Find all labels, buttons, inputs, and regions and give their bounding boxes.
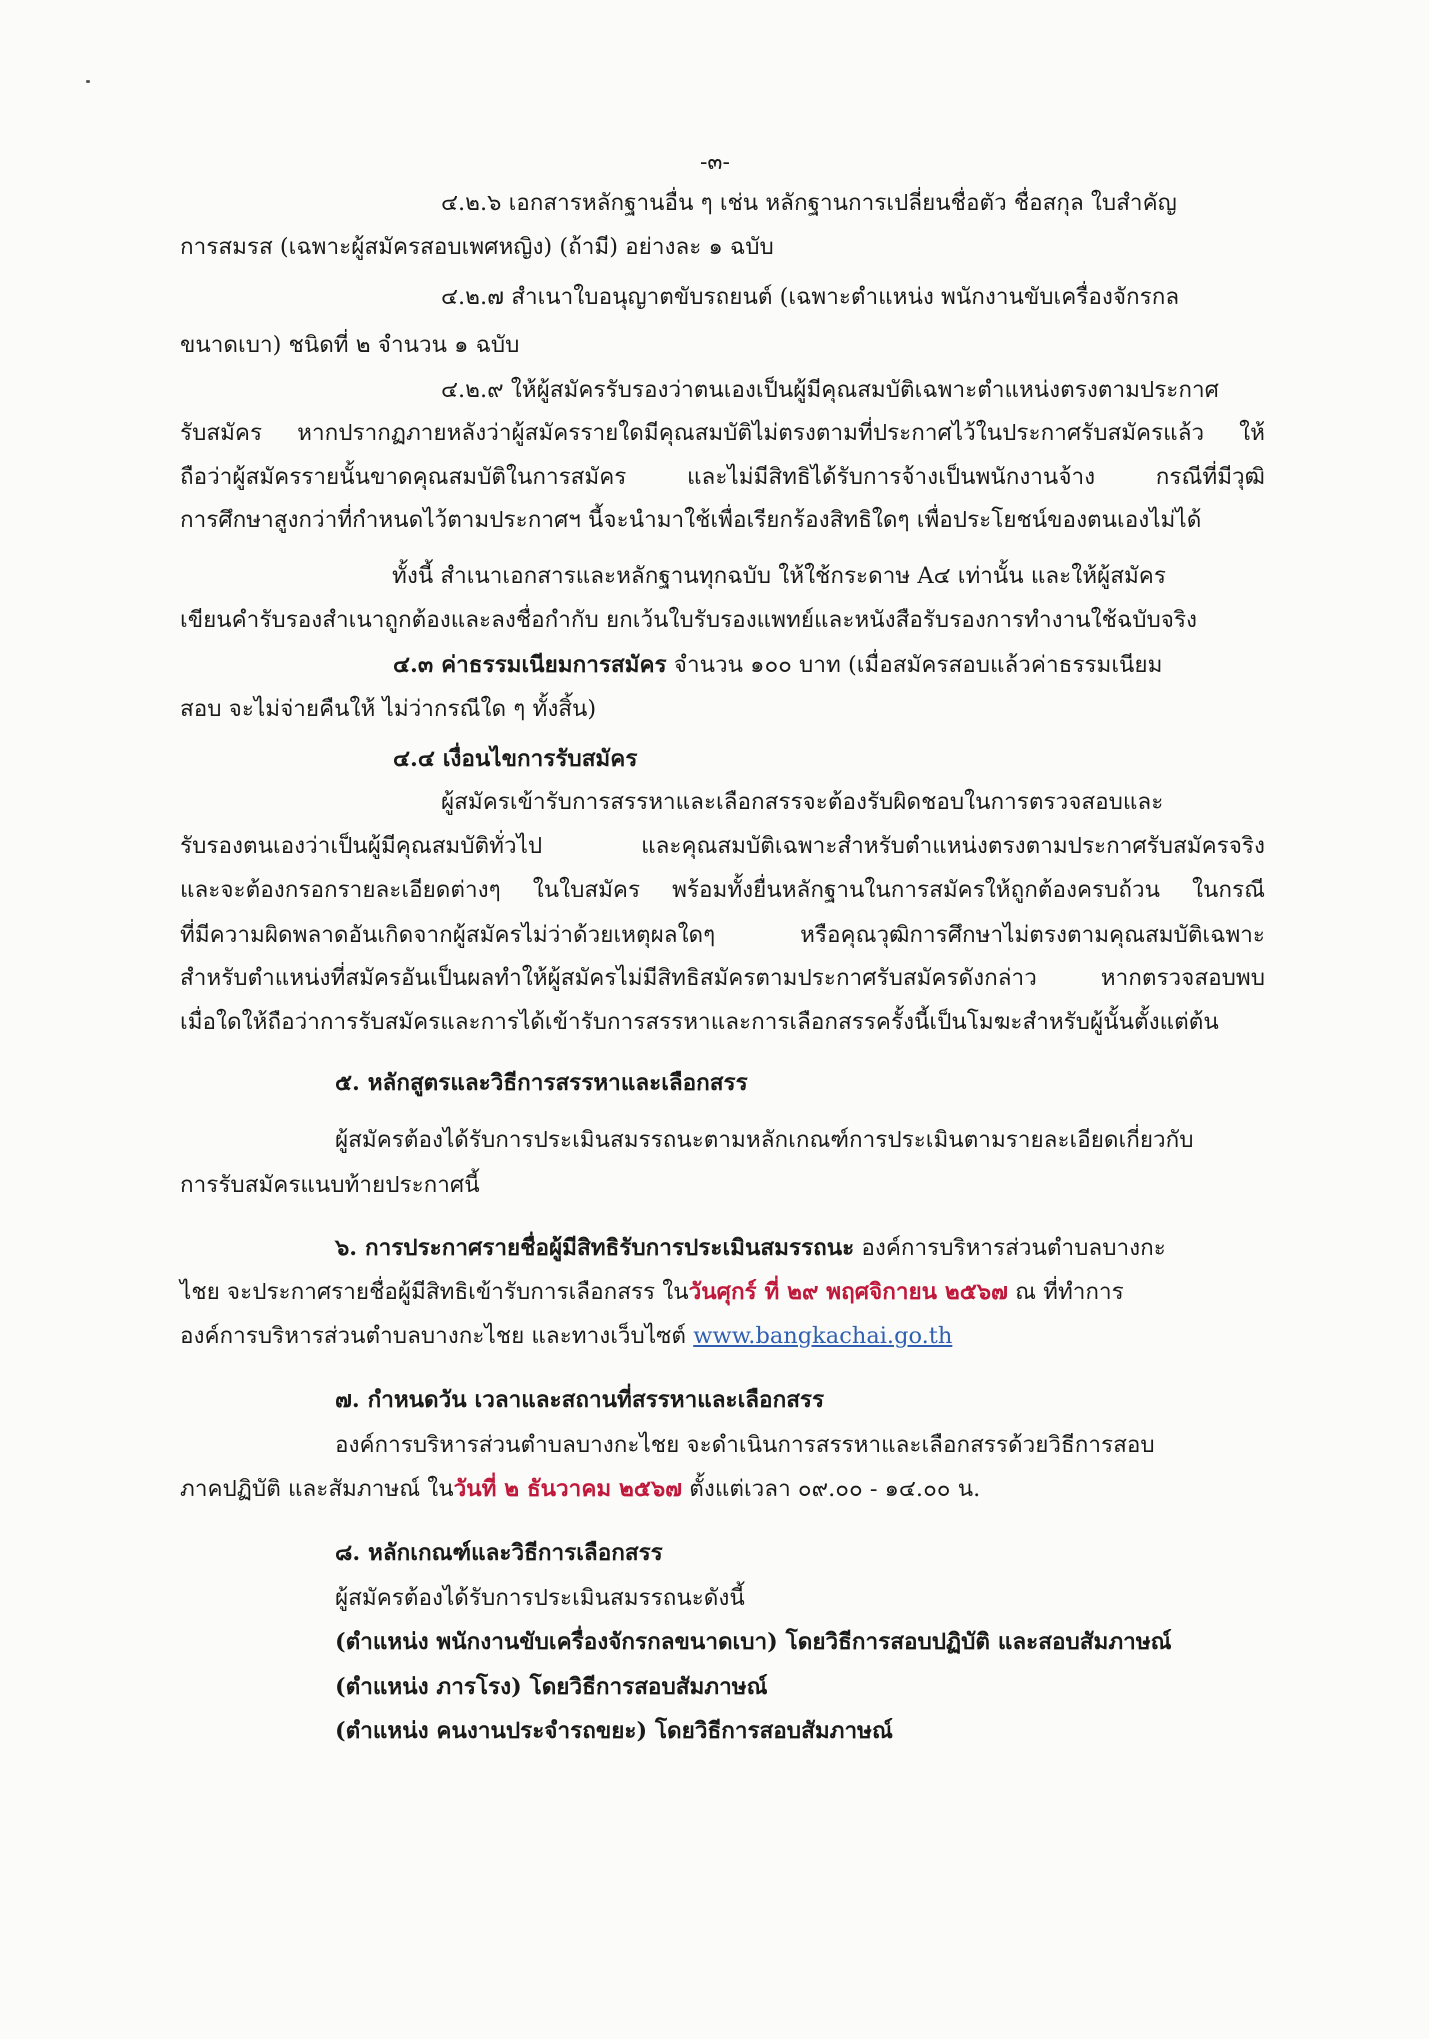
section-5-line-2: การรับสมัครแนบท้ายประกาศนี้: [180, 1172, 480, 1198]
section-8-heading: ๘. หลักเกณฑ์และวิธีการเลือกสรร: [335, 1540, 663, 1566]
section-8-line-1: ผู้สมัครต้องได้รับการประเมินสมรรถนะดังนี้: [335, 1585, 745, 1611]
announcement-date: วันศุกร์ ที่ ๒๙ พฤศจิกายน ๒๕๖๗: [688, 1279, 1008, 1305]
section-6-line-2: [180, 1277, 1124, 1307]
section-6-line-3: [180, 1321, 952, 1351]
page-number: -๓-: [700, 150, 730, 175]
section-6-line-1: [335, 1233, 1166, 1263]
section-7-line-1: องค์การบริหารส่วนตำบลบางกะไชย จะดำเนินการสรรหาและเลือกสรรด้วยวิธีการสอบ: [335, 1432, 1155, 1458]
item-4-2-7-line-1: ๔.๒.๗ สำเนาใบอนุญาตขับรถยนต์ (เฉพาะตำแหน่ง พนักงานขับเครื่องจักรกล: [441, 284, 1180, 310]
section-6-line-2-text: ไชย จะประกาศรายชื่อผู้มีสิทธิเข้ารับการเลือกสรร ใน: [180, 1279, 689, 1305]
item-4-4-heading: ๔.๔ เงื่อนไขการรับสมัคร: [393, 746, 638, 772]
item-4-4-line-3: และจะต้องกรอกรายละเอียดต่างๆ ในใบสมัคร พร้อมทั้งยื่นหลักฐานในการสมัครให้ถูกต้องครบถ้วน ในกรณี: [180, 877, 1265, 903]
item-4-4-line-1: ผู้สมัครเข้ารับการสรรหาและเลือกสรรจะต้องรับผิดชอบในการตรวจสอบและ: [441, 789, 1164, 815]
item-4-3-heading: ๔.๓ ค่าธรรมเนียมการสมัคร: [393, 652, 667, 678]
section-7-line-2-tail: ตั้งแต่เวลา ๐๙.๐๐ - ๑๔.๐๐ น.: [682, 1476, 981, 1502]
item-4-2-9-line-2: รับสมัคร หากปรากฏภายหลังว่าผู้สมัครรายใดมีคุณสมบัติไม่ตรงตามที่ประกาศไว้ในประกาศรับสมัครแล้ว ให้: [180, 420, 1265, 446]
copies-note-line-1: ทั้งนี้ สำเนาเอกสารและหลักฐานทุกฉบับ ให้ใช้กระดาษ A๔ เท่านั้น และให้ผู้สมัคร: [392, 563, 1166, 589]
copies-note-line-2: เขียนคำรับรองสำเนาถูกต้องและลงชื่อกำกับ ยกเว้นใบรับรองแพทย์และหนังสือรับรองการทำงานใช้ฉบับจริง: [180, 607, 1198, 633]
website-link[interactable]: www.bangkachai.go.th: [693, 1323, 953, 1349]
item-4-4-line-6: เมื่อใดให้ถือว่าการรับสมัครและการได้เข้ารับการสรรหาและการเลือกสรรครั้งนี้เป็นโมฆะสำหรับผู้นั้นตั้งแต่ต้น: [180, 1009, 1219, 1035]
position-janitor: (ตำแหน่ง ภารโรง) โดยวิธีการสอบสัมภาษณ์: [335, 1674, 768, 1700]
item-4-2-7-line-2: ขนาดเบา) ชนิดที่ ๒ จำนวน ๑ ฉบับ: [180, 332, 520, 358]
item-4-4-line-4: ที่มีความผิดพลาดอันเกิดจากผู้สมัครไม่ว่าด้วยเหตุผลใดๆ หรือคุณวุฒิการศึกษาไม่ตรงตามคุณสมบัติเฉพาะ: [180, 922, 1265, 948]
item-4-2-9-line-1: ๔.๒.๙ ให้ผู้สมัครรับรองว่าตนเองเป็นผู้มีคุณสมบัติเฉพาะตำแหน่งตรงตามประกาศ: [441, 377, 1219, 403]
position-machine-operator: (ตำแหน่ง พนักงานขับเครื่องจักรกลขนาดเบา) โดยวิธีการสอบปฏิบัติ และสอบสัมภาษณ์: [335, 1629, 1172, 1655]
item-4-4-line-5: สำหรับตำแหน่งที่สมัครอันเป็นผลทำให้ผู้สมัครไม่มีสิทธิสมัครตามประกาศรับสมัครดังกล่าว หากตรวจสอบพบ: [180, 965, 1265, 991]
section-6-text: องค์การบริหารส่วนตำบลบางกะ: [854, 1235, 1166, 1261]
section-7-line-2-text: ภาคปฏิบัติ และสัมภาษณ์ ใน: [180, 1476, 454, 1502]
item-4-4-line-2: รับรองตนเองว่าเป็นผู้มีคุณสมบัติทั่วไป และคุณสมบัติเฉพาะสำหรับตำแหน่งตรงตามประกาศรับสมัครจริง: [180, 833, 1265, 859]
item-4-2-9-line-4: การศึกษาสูงกว่าที่กำหนดไว้ตามประกาศฯ นี้จะนำมาใช้เพื่อเรียกร้องสิทธิใดๆ เพื่อประโยชน์ของตนเองไม่ได้: [180, 507, 1202, 533]
item-4-2-9-line-3: ถือว่าผู้สมัครรายนั้นขาดคุณสมบัติในการสมัคร และไม่มีสิทธิได้รับการจ้างเป็นพนักงานจ้าง กรณีที่มีวุฒิ: [180, 464, 1265, 490]
item-4-3-text: จำนวน ๑๐๐ บาท (เมื่อสมัครสอบแล้วค่าธรรมเนียม: [666, 652, 1163, 678]
section-7-heading: ๗. กำหนดวัน เวลาและสถานที่สรรหาและเลือกสรร: [335, 1387, 825, 1413]
item-4-3-line-1: [393, 650, 1162, 680]
section-5-line-1: ผู้สมัครต้องได้รับการประเมินสมรรถนะตามหลักเกณฑ์การประเมินตามรายละเอียดเกี่ยวกับ: [335, 1127, 1194, 1153]
position-garbage-truck-worker: (ตำแหน่ง คนงานประจำรถขยะ) โดยวิธีการสอบสัมภาษณ์: [335, 1718, 893, 1744]
item-4-2-6-line-1: ๔.๒.๖ เอกสารหลักฐานอื่น ๆ เช่น หลักฐานการเปลี่ยนชื่อตัว ชื่อสกุล ใบสำคัญ: [441, 190, 1177, 216]
item-4-2-6-line-2: การสมรส (เฉพาะผู้สมัครสอบเพศหญิง) (ถ้ามี) อย่างละ ๑ ฉบับ: [180, 234, 774, 260]
item-4-3-line-2: สอบ จะไม่จ่ายคืนให้ ไม่ว่ากรณีใด ๆ ทั้งสิ้น): [180, 696, 597, 722]
scan-speck: [86, 80, 90, 83]
section-5-heading: ๕. หลักสูตรและวิธีการสรรหาและเลือกสรร: [335, 1070, 748, 1096]
section-6-line-2-tail: ณ ที่ทำการ: [1007, 1279, 1124, 1305]
selection-date: วันที่ ๒ ธันวาคม ๒๕๖๗: [453, 1476, 683, 1502]
section-6-line-3-text: องค์การบริหารส่วนตำบลบางกะไชย และทางเว็บไซต์: [180, 1323, 694, 1349]
section-7-line-2: [180, 1474, 980, 1504]
section-6-heading: ๖. การประกาศรายชื่อผู้มีสิทธิรับการประเมินสมรรถนะ: [335, 1235, 855, 1261]
